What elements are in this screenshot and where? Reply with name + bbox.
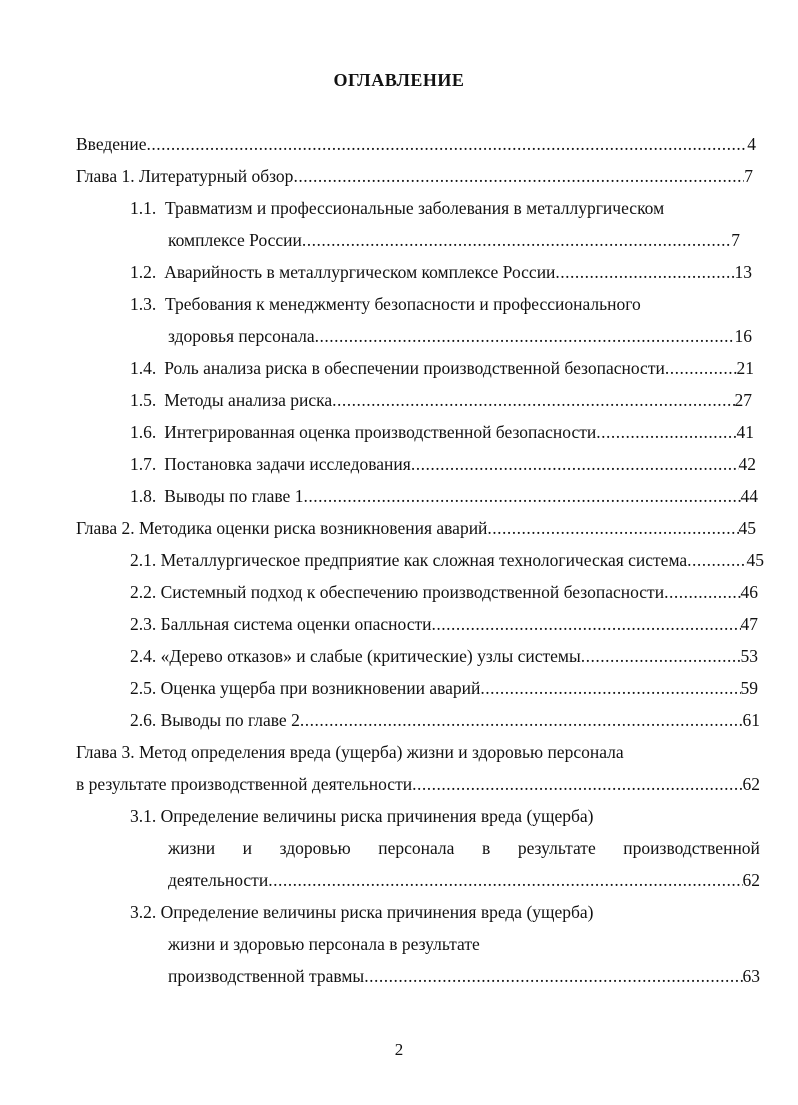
toc-entry-chapter-3-line1: Глава 3. Метод определения вреда (ущерба) жизни и здоровью персонала <box>76 742 624 762</box>
toc-entry-page: 4 <box>747 134 756 154</box>
toc-entry-label: комплексе России <box>168 230 302 250</box>
toc-entry-page: 63 <box>742 966 760 986</box>
toc-entry-page: 45 <box>738 518 756 538</box>
leader-dots <box>555 262 734 283</box>
toc-entry-label: 2.6. Выводы по главе 2 <box>130 710 300 730</box>
leader-dots <box>300 710 743 731</box>
section-number: 1.1. <box>130 198 157 218</box>
toc-entry-label: производственной травмы <box>168 966 365 986</box>
toc-entry-1-5 <box>130 390 752 414</box>
toc-entry-label: Аварийность в металлургическом комплексе России <box>164 262 556 282</box>
justified-word: результате <box>517 838 596 858</box>
toc-entry-1-3-line1 <box>130 294 641 318</box>
leader-dots <box>293 166 744 187</box>
leader-dots <box>487 518 738 539</box>
toc-entry-page: 44 <box>740 486 758 506</box>
toc-entry-1-3-line2 <box>168 326 752 350</box>
toc-entry-3-1-line3 <box>168 870 760 894</box>
toc-entry-2-5 <box>130 678 758 702</box>
leader-dots <box>303 486 740 507</box>
toc-entry-label: Постановка задачи исследования <box>164 454 411 474</box>
leader-dots <box>581 646 741 667</box>
toc-entry-label: деятельности <box>168 870 269 890</box>
toc-entry-2-1 <box>130 550 764 574</box>
toc-entry-label: 2.5. Оценка ущерба при возникновении аварий <box>130 678 481 698</box>
toc-entry-page: 41 <box>736 422 754 442</box>
toc-entry-page: 47 <box>740 614 758 634</box>
leader-dots <box>315 326 735 347</box>
toc-entry-3-1-line1: 3.1. Определение величины риска причинения вреда (ущерба) <box>130 806 594 826</box>
leader-dots <box>268 870 742 891</box>
toc-entry-chapter-2 <box>76 518 756 542</box>
page-title: ОГЛАВЛЕНИЕ <box>333 70 465 90</box>
toc-entry-2-4 <box>130 646 758 670</box>
toc-entry-label: в результате производственной деятельности <box>76 774 413 794</box>
toc-entry-3-2-line2: жизни и здоровью персонала в результате <box>168 934 480 954</box>
toc-entry-1-1-line1 <box>130 198 664 222</box>
toc-entry-page: 62 <box>742 870 760 890</box>
leader-dots <box>364 966 742 987</box>
section-number: 1.2. <box>130 262 157 282</box>
toc-entry-label: Методы анализа риска <box>164 390 333 410</box>
toc-entry-chapter-1 <box>76 166 753 190</box>
section-number: 1.5. <box>130 390 157 410</box>
toc-entry-page: 27 <box>734 390 752 410</box>
toc-entry-1-4 <box>130 358 754 382</box>
leader-dots <box>687 550 746 571</box>
toc-entry-page: 42 <box>738 454 756 474</box>
toc-entry-1-2 <box>130 262 752 286</box>
section-number: 1.6. <box>130 422 157 442</box>
toc-entry-page: 61 <box>742 710 760 730</box>
justified-word: здоровью <box>279 838 351 858</box>
toc-entry-1-1-line2 <box>168 230 740 254</box>
toc-entry-label: Роль анализа риска в обеспечении производственной безопасности <box>164 358 665 378</box>
toc-entry-label: здоровья персонала <box>168 326 315 346</box>
toc-entry-3-1-line2 <box>168 838 760 862</box>
justified-word: производственной <box>623 838 760 858</box>
toc-entry-page: 16 <box>734 326 752 346</box>
toc-entry-page: 7 <box>744 166 753 186</box>
toc-entry-label: 2.4. «Дерево отказов» и слабые (критические) узлы системы <box>130 646 581 666</box>
toc-entry-label: Травматизм и профессиональные заболевания в металлургическом <box>165 198 665 218</box>
justified-word: жизни <box>168 838 216 858</box>
toc-entry-page: 59 <box>740 678 758 698</box>
section-number: 1.3. <box>130 294 157 314</box>
toc-entry-label: 2.2. Системный подход к обеспечению производственной безопасности <box>130 582 665 602</box>
toc-entry-2-6 <box>130 710 760 734</box>
leader-dots <box>431 614 740 635</box>
toc-entry-page: 46 <box>740 582 758 602</box>
toc-entry-page: 21 <box>736 358 754 378</box>
justified-word: в <box>482 838 491 858</box>
toc-entry-label: Интегрированная оценка производственной безопасности <box>164 422 597 442</box>
justified-word: и <box>242 838 253 858</box>
leader-dots <box>147 134 748 155</box>
toc-entry-chapter-3-line2 <box>76 774 760 798</box>
toc-entry-3-2-line3 <box>168 966 760 990</box>
toc-entry-intro <box>76 134 756 158</box>
leader-dots <box>411 454 739 475</box>
toc-entry-1-6 <box>130 422 754 446</box>
leader-dots <box>480 678 740 699</box>
toc-entry-1-8 <box>130 486 758 510</box>
toc-entry-label: Глава 1. Литературный обзор <box>76 166 294 186</box>
toc-entry-label: 2.3. Балльная система оценки опасности <box>130 614 432 634</box>
toc-entry-page: 13 <box>734 262 752 282</box>
toc-entry-page: 45 <box>746 550 764 570</box>
toc-entry-2-2 <box>130 582 758 606</box>
leader-dots <box>664 582 740 603</box>
toc-entry-label: 2.1. Металлургическое предприятие как сложная технологическая система <box>130 550 688 570</box>
leader-dots <box>302 230 731 251</box>
justified-word: персонала <box>378 838 455 858</box>
toc-entry-2-3 <box>130 614 758 638</box>
toc-entry-1-7 <box>130 454 756 478</box>
leader-dots <box>665 358 737 379</box>
leader-dots <box>412 774 742 795</box>
section-number: 1.4. <box>130 358 157 378</box>
leader-dots <box>596 422 736 443</box>
toc-entry-label: Выводы по главе 1 <box>164 486 304 506</box>
section-number: 1.8. <box>130 486 157 506</box>
section-number: 1.7. <box>130 454 157 474</box>
toc-entry-page: 62 <box>742 774 760 794</box>
leader-dots <box>332 390 734 411</box>
toc-entry-page: 7 <box>731 230 740 250</box>
toc-entry-label: Введение <box>76 134 147 154</box>
toc-entry-label: Требования к менеджменту безопасности и профессионального <box>165 294 641 314</box>
toc-entry-page: 53 <box>740 646 758 666</box>
page-number: 2 <box>394 1040 404 1059</box>
toc-entry-3-2-line1: 3.2. Определение величины риска причинения вреда (ущерба) <box>130 902 594 922</box>
toc-entry-label: Глава 2. Методика оценки риска возникновения аварий <box>76 518 488 538</box>
